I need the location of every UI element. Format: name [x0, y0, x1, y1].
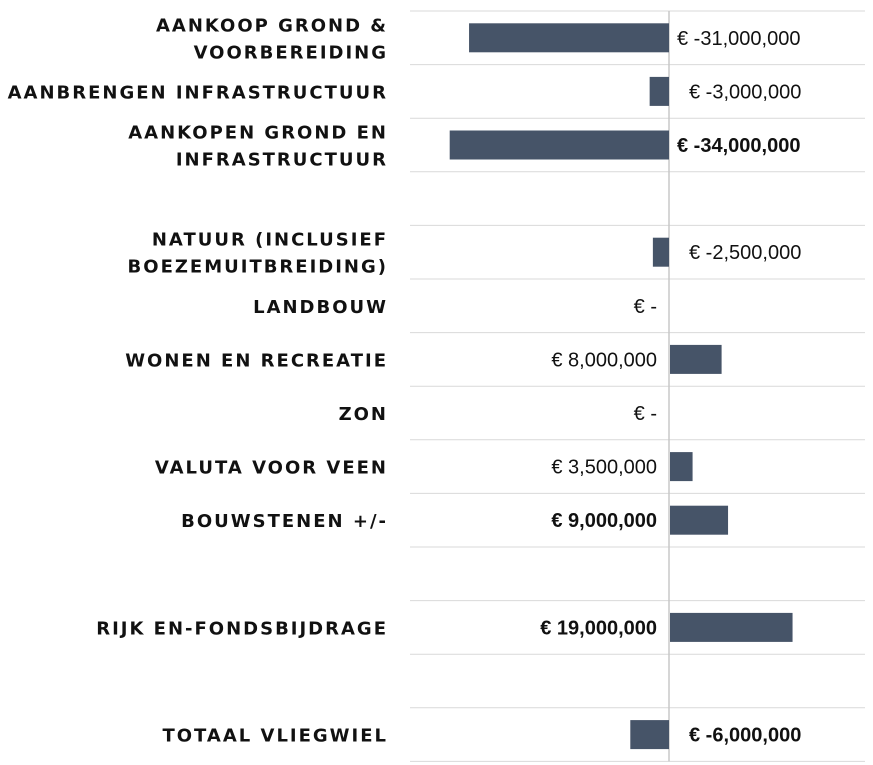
- bar: [670, 345, 722, 374]
- category-label: VOORBEREIDING: [193, 42, 388, 64]
- category-label: BOUWSTENEN +/-: [181, 511, 388, 533]
- category-label: INFRASTRUCTUUR: [175, 149, 388, 171]
- bar: [450, 131, 669, 160]
- value-label: € -: [633, 295, 657, 318]
- value-label: € 3,500,000: [551, 456, 657, 479]
- category-label: AANKOPEN GROND EN: [128, 122, 388, 144]
- category-label: VALUTA VOOR VEEN: [154, 457, 388, 479]
- value-label: € 8,000,000: [551, 349, 657, 372]
- category-label: AANBRENGEN INFRASTRUCTUUR: [7, 82, 388, 104]
- bar: [650, 77, 669, 106]
- value-label: € -34,000,000: [677, 135, 801, 157]
- value-label: € -6,000,000: [689, 724, 802, 747]
- category-label: BOEZEMUITBREIDING): [127, 256, 388, 278]
- value-label: € -2,500,000: [689, 242, 802, 265]
- value-label: € -3,000,000: [689, 81, 802, 104]
- category-label: ZON: [338, 404, 388, 425]
- value-label: € -31,000,000: [677, 27, 801, 50]
- bar: [670, 452, 693, 481]
- value-label: € 19,000,000: [540, 617, 657, 640]
- bar: [653, 238, 669, 267]
- category-label: TOTAAL VLIEGWIEL: [162, 725, 388, 747]
- bar: [670, 613, 793, 642]
- grid-lines: [410, 11, 865, 761]
- bar: [670, 506, 728, 535]
- category-labels: [8, 15, 388, 746]
- bar: [630, 720, 669, 749]
- value-label: € -: [633, 403, 657, 425]
- category-label: RIJK EN-FONDSBIJDRAGE: [96, 618, 388, 640]
- category-label: LANDBOUW: [253, 296, 388, 318]
- category-label: NATUUR (INCLUSIEF: [151, 229, 388, 251]
- category-label: WONEN EN RECREATIE: [125, 350, 388, 372]
- category-label: AANKOOP GROND &: [155, 15, 388, 37]
- value-label: € 9,000,000: [551, 510, 657, 533]
- bar: [469, 23, 669, 52]
